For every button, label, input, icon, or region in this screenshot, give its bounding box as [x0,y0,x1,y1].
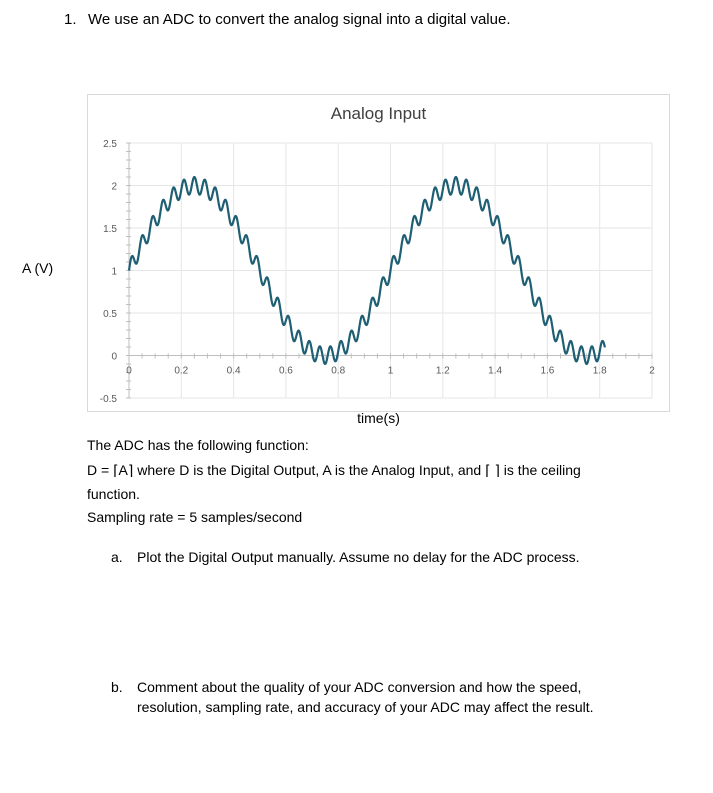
sampling-rate: Sampling rate = 5 samples/second [87,509,303,525]
x-axis-label: time(s) [357,410,400,426]
question-number: 1. [64,11,77,28]
y-tick-label: 1 [111,266,117,278]
part-b [111,677,594,717]
x-tick-label: 1.2 [435,365,450,377]
x-tick-label: 0.8 [331,365,346,377]
y-tick-label: 0 [111,351,117,363]
x-tick-label: 0.2 [174,365,189,377]
adc-function-definition: D = ⌈A⌉ where D is the Digital Output, A is the Analog Input, and ⌈ ⌉ is the ceiling [87,462,581,478]
x-tick-label: 0 [126,365,132,377]
x-tick-label: 2 [649,365,655,377]
part-a-text: Plot the Digital Output manually. Assume no delay for the ADC process. [137,549,580,565]
part-b-line-1: Comment about the quality of your ADC conversion and how the speed, [137,679,582,695]
adc-function-continuation: function. [87,486,140,502]
part-a-letter: a. [111,549,123,565]
chart-title: Analog Input [330,104,427,123]
part-a [111,547,580,567]
y-tick-label: 0.5 [103,309,117,320]
x-tick-label: 0.4 [226,365,241,377]
y-tick-label: 2.5 [103,139,117,150]
y-axis-label: A (V) [22,260,54,276]
part-b-line-2: resolution, sampling rate, and accuracy of your ADC may affect the result. [137,699,594,715]
x-tick-label: 1.8 [592,365,607,377]
x-tick-label: 1 [387,365,394,377]
question-text: We use an ADC to convert the analog signal into a digital value. [88,11,511,28]
y-tick-label: 1.5 [103,224,117,235]
part-b-letter: b. [111,679,123,695]
adc-function-intro: The ADC has the following function: [87,437,309,453]
y-tick-label: -0.5 [99,394,117,405]
y-tick-label: 2 [111,181,117,193]
x-tick-label: 1.6 [540,365,555,377]
x-tick-label: 1.4 [488,365,503,377]
x-tick-label: 0.6 [278,365,293,377]
